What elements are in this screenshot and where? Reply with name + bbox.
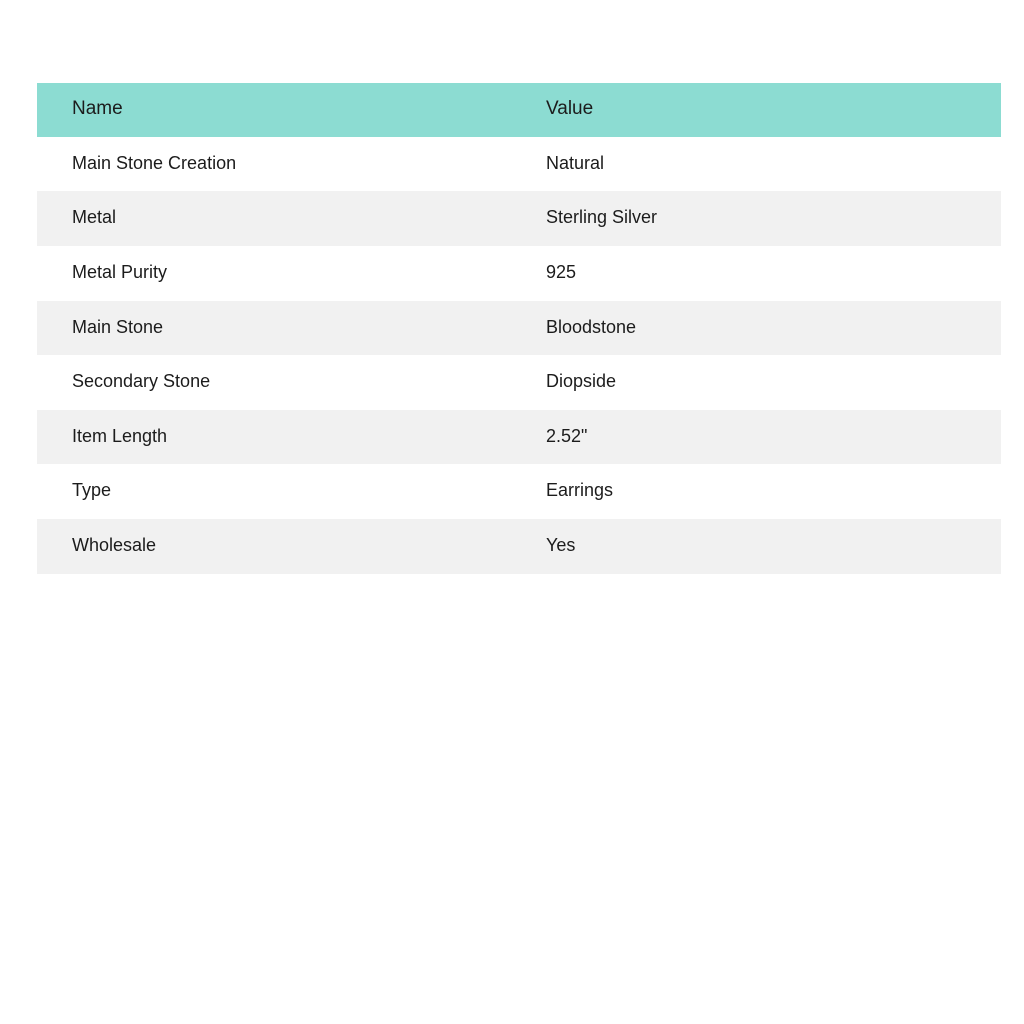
table-row: [37, 410, 1001, 465]
row-name: Metal: [37, 191, 524, 246]
table-row: [37, 191, 1001, 246]
row-value: Yes: [524, 519, 1001, 574]
table-row: [37, 301, 1001, 356]
table-row: [37, 137, 1001, 192]
table-header: [37, 83, 1001, 137]
row-value: 2.52": [524, 410, 1001, 465]
row-name: Secondary Stone: [37, 355, 524, 410]
row-value: 925: [524, 246, 1001, 301]
row-name: Main Stone: [37, 301, 524, 356]
table-body: [37, 137, 1001, 574]
row-value: Sterling Silver: [524, 191, 1001, 246]
row-value: Natural: [524, 137, 1001, 192]
table-row: [37, 246, 1001, 301]
row-name: Type: [37, 464, 524, 519]
table-row: [37, 464, 1001, 519]
row-value: Bloodstone: [524, 301, 1001, 356]
row-value: Earrings: [524, 464, 1001, 519]
row-name: Item Length: [37, 410, 524, 465]
table-row: [37, 355, 1001, 410]
specifications-table: [37, 83, 1001, 574]
row-name: Main Stone Creation: [37, 137, 524, 192]
table-row: [37, 519, 1001, 574]
row-value: Diopside: [524, 355, 1001, 410]
column-header-name: Name: [37, 83, 524, 137]
table-header-row: [37, 83, 1001, 137]
row-name: Metal Purity: [37, 246, 524, 301]
column-header-value: Value: [524, 83, 1001, 137]
row-name: Wholesale: [37, 519, 524, 574]
